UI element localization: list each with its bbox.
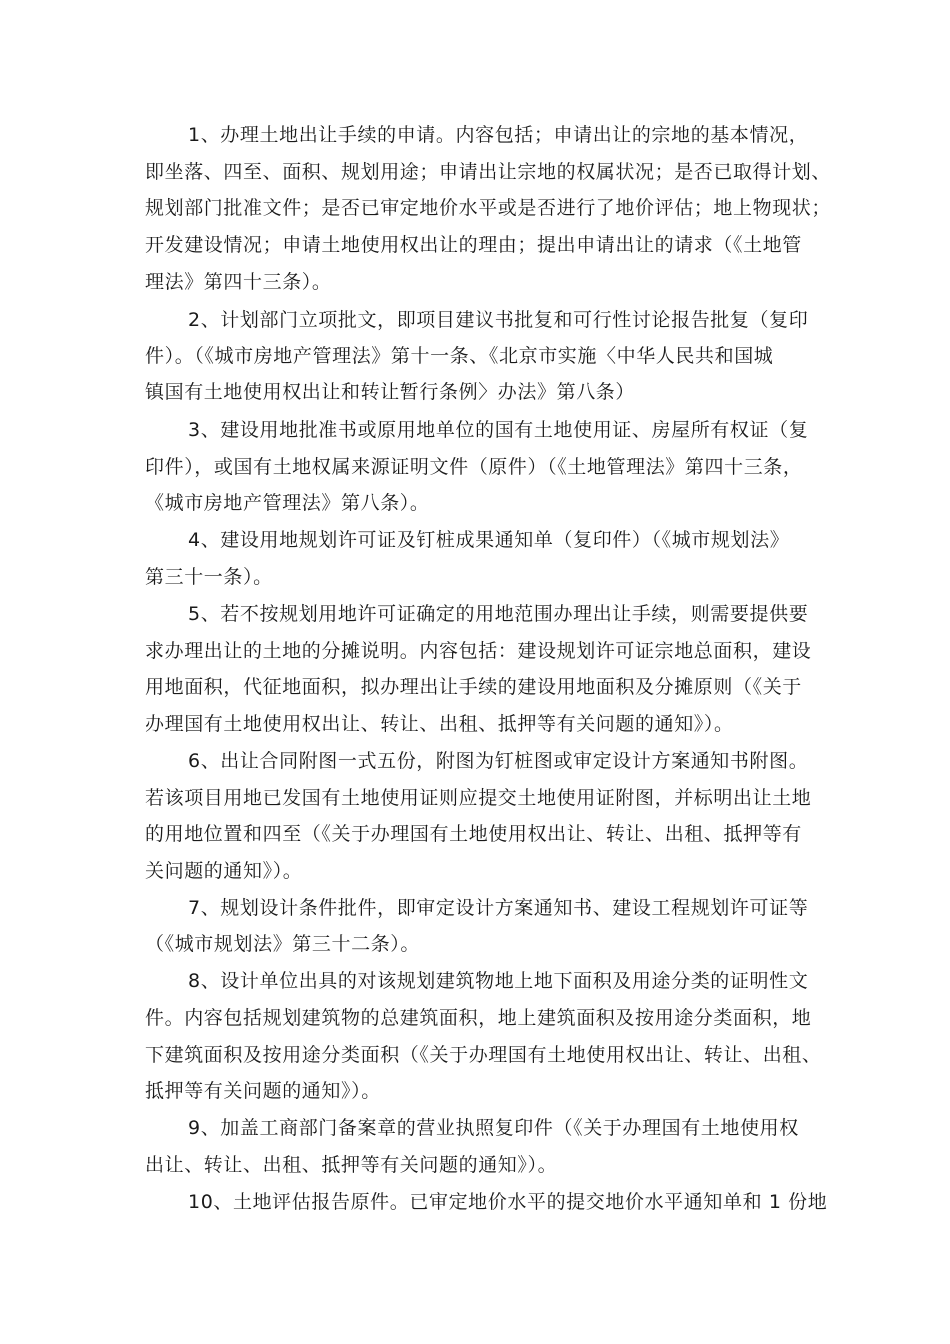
text-line: 抵押等有关问题的通知》）。 (145, 1080, 381, 1102)
text-line: 《城市房地产管理法》第八条）。 (145, 492, 430, 514)
text-line: 办理国有土地使用权出让、转让、出租、抵押等有关问题的通知》）。 (145, 713, 734, 735)
text-line: 若该项目用地已发国有土地使用证则应提交土地使用证附图，并标明出让土地 (145, 787, 812, 809)
text-line: （《城市规划法》第三十二条）。 (145, 933, 421, 955)
text-line: 件）。（《城市房地产管理法》第十一条、《北京市实施〈中华人民共和国城 (145, 345, 774, 367)
text-line: 10、土地评估报告原件。已审定地价水平的提交地价水平通知单和 1 份地 (188, 1191, 828, 1213)
text-line: 5、若不按规划用地许可证确定的用地范围办理出让手续，则需要提供要 (188, 603, 809, 625)
text-line: 理法》第四十三条）。 (145, 271, 332, 293)
text-line: 3、建设用地批准书或原用地单位的国有土地使用证、房屋所有权证（复 (188, 419, 809, 441)
text-line: 件。内容包括规划建筑物的总建筑面积，地上建筑面积及按用途分类面积，地 (145, 1007, 812, 1029)
text-line: 关问题的通知》）。 (145, 860, 303, 882)
text-line: 规划部门批准文件；是否已审定地价水平或是否进行了地价评估；地上物现状； (145, 197, 832, 219)
text-line: 7、规划设计条件批件，即审定设计方案通知书、建设工程规划许可证等 (188, 897, 809, 919)
text-line: 即坐落、四至、面积、规划用途；申请出让宗地的权属状况；是否已取得计划、 (145, 161, 832, 183)
text-line: 9、加盖工商部门备案章的营业执照复印件（《关于办理国有土地使用权 (188, 1117, 799, 1139)
text-line: 2、计划部门立项批文，即项目建议书批复和可行性讨论报告批复（复印 (188, 309, 809, 331)
text-line: 开发建设情况；申请土地使用权出让的理由；提出申请出让的请求（《土地管 (145, 234, 802, 256)
text-line: 4、建设用地规划许可证及钉桩成果通知单（复印件）（《城市规划法》 (188, 529, 790, 551)
text-line: 6、出让合同附图一式五份，附图为钉桩图或审定设计方案通知书附图。 (188, 750, 809, 772)
text-line: 印件），或国有土地权属来源证明文件（原件）（《土地管理法》第四十三条， (145, 456, 803, 478)
text-line: 求办理出让的土地的分摊说明。内容包括：建设规划许可证宗地总面积，建设 (145, 640, 812, 662)
text-line: 第三十一条）。 (145, 566, 273, 588)
text-line: 下建筑面积及按用途分类面积（《关于办理国有土地使用权出让、转让、出租、 (145, 1044, 822, 1066)
text-line: 的用地位置和四至（《关于办理国有土地使用权出让、转让、出租、抵押等有 (145, 823, 802, 845)
text-line: 用地面积，代征地面积，拟办理出让手续的建设用地面积及分摊原则（《关于 (145, 676, 802, 698)
text-line: 出让、转让、出租、抵押等有关问题的通知》）。 (145, 1154, 558, 1176)
text-line: 1、办理土地出让手续的申请。内容包括；申请出让的宗地的基本情况， (188, 124, 809, 146)
text-line: 镇国有土地使用权出让和转让暂行条例〉办法》第八条） (145, 381, 636, 403)
text-line: 8、设计单位出具的对该规划建筑物地上地下面积及用途分类的证明性文 (188, 970, 809, 992)
